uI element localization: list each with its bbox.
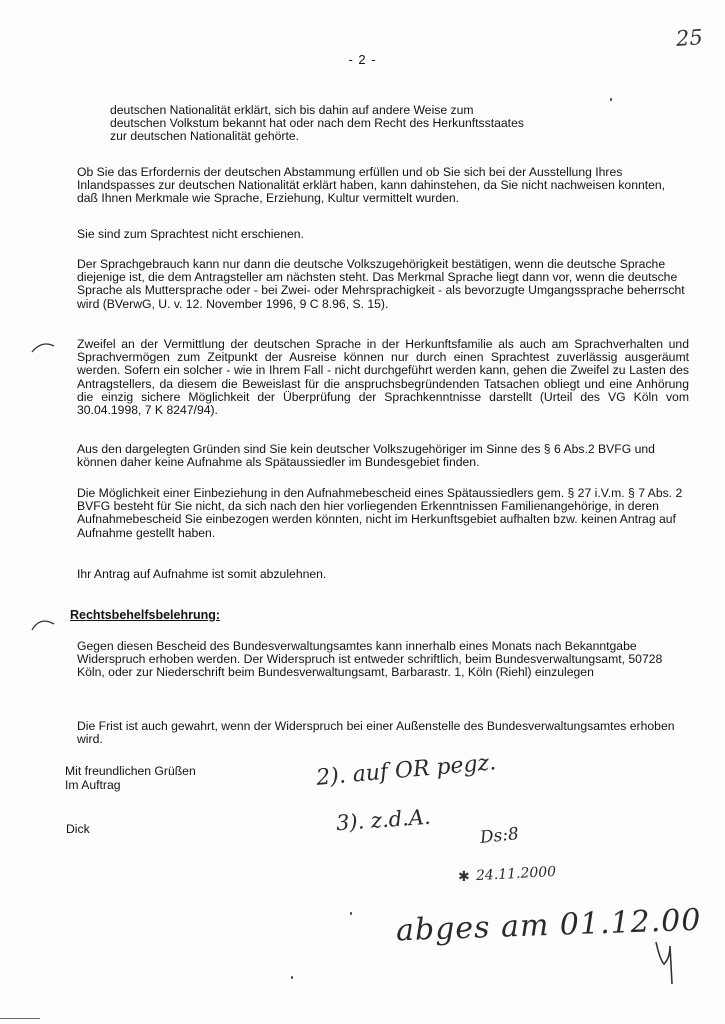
handwritten-note-file: 3). z.d.A.: [335, 804, 432, 836]
scan-edge-line: [0, 1018, 40, 1019]
handwritten-sent-note: abges am 01.12.00: [395, 902, 702, 949]
scan-speck: [350, 912, 352, 915]
paragraph-descent: Ob Sie das Erfordernis der deutschen Abstammung erfüllen und ob Sie sich bei der Ausstellung Ihres Inlandspasses zur deutschen Nationalität erklärt haben, kann dahinstehen, da Sie nicht nachweisen konnten, daß Ihnen Merkmale wie Sprache, Erziehung, Kultur vermittelt wurden.: [77, 165, 666, 206]
asterisk-mark-icon: ✱: [458, 868, 470, 884]
legal-remedy-heading: Rechtsbehelfsbelehrung:: [70, 608, 221, 622]
paragraph-nationality: deutschen Nationalität erklärt, sich bis dahin auf andere Weise zum deutschen Volkstum bekannt hat oder nach dem Recht des Herkunftsstaates zur deutschen Nationalität gehörte.: [110, 103, 524, 144]
handwritten-date: 24.11.2000: [475, 863, 557, 885]
paragraph-language-test: Sie sind zum Sprachtest nicht erschienen.: [77, 227, 304, 241]
paragraph-rejection: Ihr Antrag auf Aufnahme ist somit abzulehnen.: [77, 567, 327, 581]
handwritten-stroke-mark-icon: [650, 938, 680, 988]
signer-name: Dick: [66, 822, 90, 836]
page-number: - 2 -: [348, 52, 377, 67]
handwritten-initials: Ds:8: [479, 824, 520, 848]
paragraph-inclusion: Die Möglichkeit einer Einbeziehung in den Aufnahmebescheid eines Spätaussiedlers gem. § 27 i.V.m. § 7 Abs. 2 BVFG besteht für Sie nicht, da sich nach den hier vorliegenden Erkenntnissen Familienangehörige, in deren Aufnahmebescheid Sie einbezogen werden könnten, nicht im Herkunftsgebiet aufhalten bzw. keinen Antrag auf Aufnahme gestellt haben.: [77, 486, 683, 540]
margin-arc-mark-icon: [30, 338, 56, 354]
handwritten-note-forward: 2). auf OR pegz.: [315, 750, 498, 791]
paragraph-doubt: Zweifel an der Vermittlung der deutschen Sprache in der Herkunftsfamilie als auch am Sprachverhalten und Sprachvermögen zum Zeitpunkt der Ausreise können nur durch einen Sprachtest zuverlässig ausgeräumt werden. Sofern ein solcher - wie in Ihrem Fall - nicht durchgeführt werden kann, gehen die Zweifel zu Lasten des Antragstellers, da diesem die Beweislast für die anspruchsbegründenden Tatsachen obliegt und eine Anhörung die einzig sichere Möglichkeit der Überprüfung der Sprachkenntnisse darstellt (Urteil des VG Köln vom 30.04.1998, 7 K 8247/94).: [77, 337, 689, 418]
margin-arc-mark-icon-2: [30, 614, 56, 632]
closing-greeting: Mit freundlichen Grüßen Im Auftrag: [65, 764, 196, 792]
scan-speck: [291, 976, 293, 979]
paragraph-deadline: Die Frist ist auch gewahrt, wenn der Widerspruch bei einer Außenstelle des Bundesverwaltungsamtes erhoben wird.: [77, 719, 675, 747]
paragraph-objection: Gegen diesen Bescheid des Bundesverwaltungsamtes kann innerhalb eines Monats nach Bekanntgabe Widerspruch erhoben werden. Der Widerspruch ist entweder schriftlich, beim Bundesverwaltungsamt, 50728 Köln, oder zur Niederschrift beim Bundesverwaltungsamt, Barbarastr. 1, Köln (Riehl) einzulegen: [77, 639, 663, 680]
handwritten-page-number: 25: [675, 25, 704, 51]
paragraph-language-use: Der Sprachgebrauch kann nur dann die deutsche Volkszugehörigkeit bestätigen, wenn die deutsche Sprache diejenige ist, die dem Antragsteller am nächsten steht. Das Merkmal Sprache liegt dann vor, wenn die deutsche Sprache als Muttersprache oder - bei Zwei- oder Mehrsprachigkeit - als bevorzugte Umgangssprache beherrscht wird (BVerwG, U. v. 12. November 1996, 9 C 8.96, S. 15).: [77, 257, 685, 311]
paragraph-reasons: Aus den dargelegten Gründen sind Sie kein deutscher Volkszugehöriger im Sinne des § 6 Abs.2 BVFG und können daher keine Aufnahme als Spätaussiedler im Bundesgebiet finden.: [77, 442, 655, 470]
scan-speck: [610, 98, 612, 101]
